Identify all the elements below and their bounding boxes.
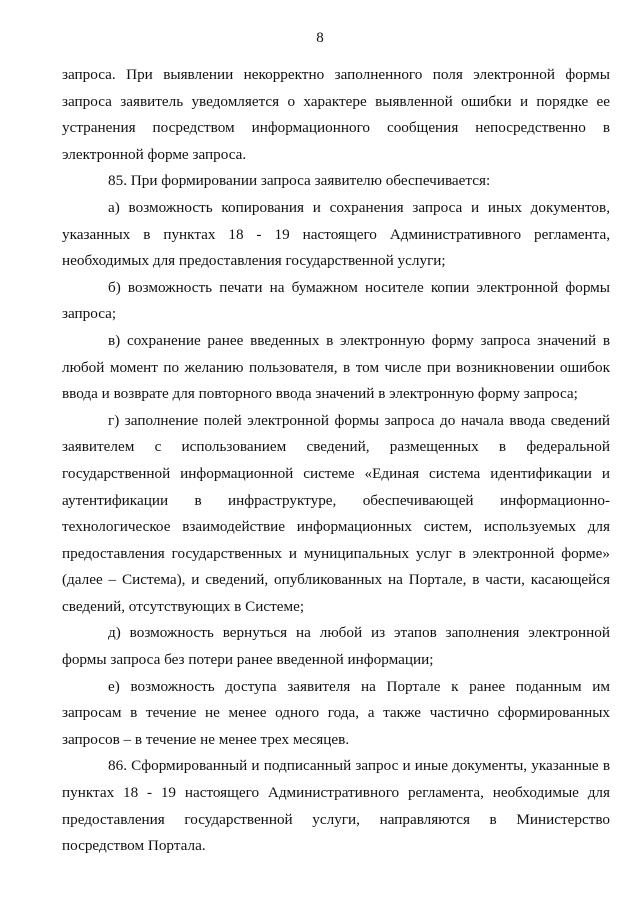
paragraph-85-g: г) заполнение полей электронной формы запроса до начала ввода сведений заявителем с использованием сведений, размещенных в федеральной государственной информационной системе «Единая система идентификации и аутентификации в инфраструктуре, обеспечивающей информационно-технологическое взаимодействие информационных систем, используемых для предоставления государственных и муниципальных услуг в электронной форме» (далее – Система), и сведений, опубликованных на Портале, в части, касающейся сведений, отсутствующих в Системе; (62, 411, 610, 615)
paragraph-85: 85. При формировании запроса заявителю обеспечивается: (108, 172, 491, 190)
page-number: 8 (316, 30, 324, 46)
paragraph-85-v: в) сохранение ранее введенных в электронную форму запроса значений в любой момент по желанию пользователя, в том числе при возникновении ошибок ввода и возврате для повторного ввода значений в электронную форму запроса; (62, 331, 610, 403)
paragraph-85-a: а) возможность копирования и сохранения запроса и иных документов, указанных в пунктах 18 - 19 настоящего Административного регламента, необходимых для предоставления государственной услуги; (62, 198, 610, 270)
paragraph-85-d: д) возможность вернуться на любой из этапов заполнения электронной формы запроса без потери ранее введенной информации; (62, 624, 610, 669)
paragraph-85-e: е) возможность доступа заявителя на Портале к ранее поданным им запросам в течение не менее одного года, а также частично сформированных запросов – в течение не менее трех месяцев. (62, 677, 610, 748)
paragraph-86: 86. Сформированный и подписанный запрос и иные документы, указанные в пунктах 18 - 19 настоящего Административного регламента, необходимые для предоставления государственной услуги, направляются в Министерство посредством Портала. (62, 757, 610, 855)
document-body (62, 62, 610, 860)
paragraph-85-b: б) возможность печати на бумажном носителе копии электронной формы запроса; (62, 278, 610, 323)
paragraph-continuation: запроса. При выявлении некорректно заполненного поля электронной формы запроса заявитель уведомляется о характере выявленной ошибки и порядке ее устранения посредством информационного сообщения непосредственно в электронной форме запроса. (62, 66, 610, 163)
